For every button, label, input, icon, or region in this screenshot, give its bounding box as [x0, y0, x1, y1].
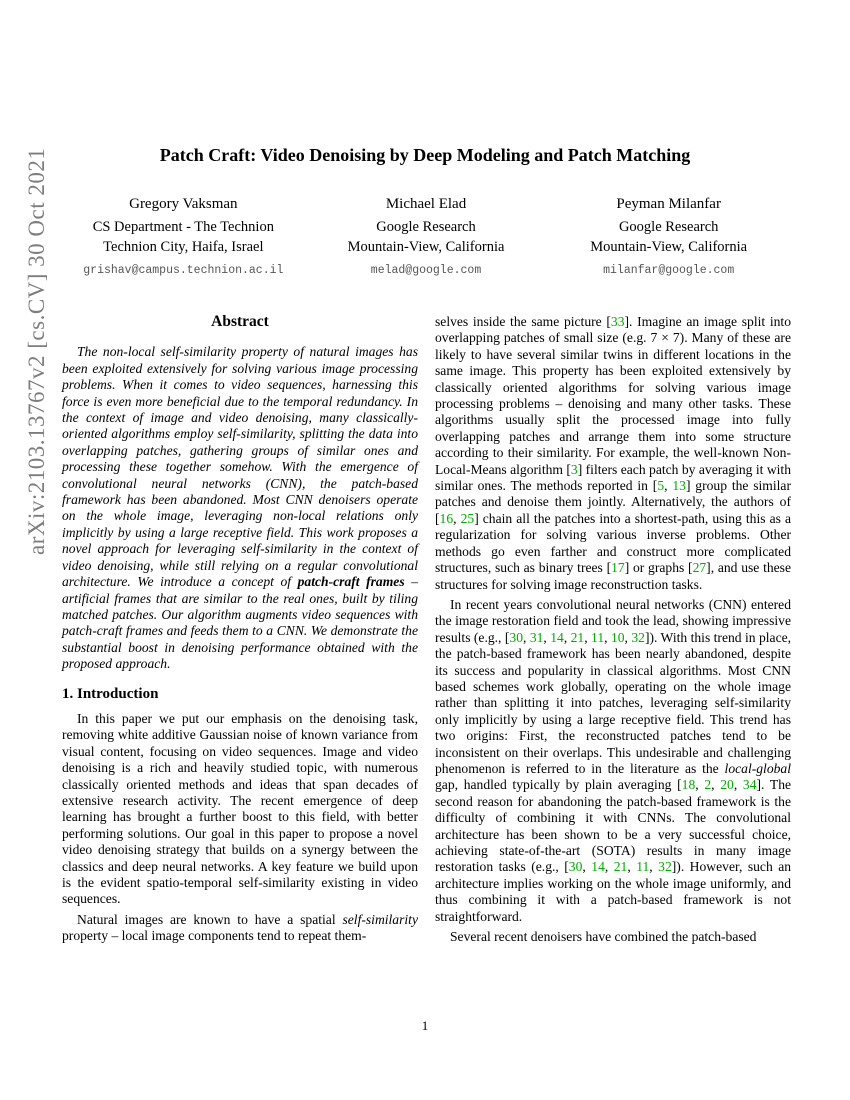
- left-column: [62, 314, 418, 949]
- citation-link[interactable]: 3: [570, 461, 578, 477]
- text-run: Natural images are known to have a spatial: [77, 911, 343, 927]
- text-run: In recent years convolutional neural networks (CNN) entered the image restoration field and took the lead, showing impressive results (e.g.,: [435, 596, 791, 645]
- author-affiliation-line: Mountain-View, California: [590, 239, 748, 255]
- text-run: . Imagine an image split into overlapping patches of small size (e.g. 7 × 7). Many of these are likely to have several similar twins in different locations in the same image. This property has been exploited extensively by classically oriented algorithms for solving various image processing problems – denoising and many other tasks. These algorithms usually split the processed image into fully overlapping patches and arrange them into some structure according to their similarity. For example, the well-known Non-Local-Means algorithm: [435, 314, 791, 477]
- citation-link[interactable]: 27: [692, 560, 707, 576]
- citation-link[interactable]: 17: [611, 560, 625, 576]
- author-affiliation-line: Google Research: [618, 219, 719, 235]
- body-paragraph-cnn: In recent years convolutional neural networks (CNN) entered the image restoration field and took the lead, showing impressive results (e.g., [30, 31, 14, 21, 11, 10, 32]). With this trend in place, the patch-based framework has been nearly abandoned, despite its success and popularity in classical algorithms. Most CNN based schemes work globally, operating on the whole image rather than splitting it into patches, leveraging self-similarity only implicitly by using a large receptive field. This trend has two origins: First, the reconstructed patches tend to be inconsistent on their overlaps. This undesirable and challenging phenomenon is referred to in the literature as the local-global gap, handled typically by plain averaging [18, 2, 20, 34]. The second reason for abandoning the patch-based framework is the difficulty of combining it with CNNs. The convolutional architecture has been shown to be a very successful choice, achieving state-of-the-art (SOTA) results in many image restoration tasks (e.g., [30, 14, 21, 11, 32]). However, such an architecture implies working on the whole image uniformly, and thus combining it with a patch-based framework is not straightforward.: [435, 596, 792, 924]
- citation-link[interactable]: 21: [570, 629, 585, 645]
- intro-paragraph-1: [62, 711, 418, 908]
- citation-link[interactable]: 32: [658, 859, 672, 875]
- text-run: ). With this trend in place, the patch-based framework has been nearly abandoned, despite its success and popularity in classical algorithms. Most CNN based schemes work globally, operating on the whole image rather than splitting it into patches, leveraging self-similarity only implicitly by using a large receptive field. This trend has two origins: First, the reconstructed patches tend to be inconsistent on their overlaps. This undesirable and challenging phenomenon is referred to in the literature as the: [435, 629, 792, 776]
- body-paragraph-denoisers: [435, 929, 791, 945]
- author-email: grishav@campus.technion.ac.il: [83, 264, 284, 277]
- text-run: chain all the patches into a shortest-path, using this as a regularization for solving various inverse problems. Other methods go even farther and construct more complicated structures, such as binary trees: [435, 510, 792, 576]
- author-affiliation-line: Google Research: [376, 219, 476, 235]
- citation-link[interactable]: 32: [631, 629, 645, 645]
- abstract-text: [62, 344, 418, 672]
- body-columns: [62, 314, 791, 949]
- page-number: 1: [421, 1018, 429, 1033]
- citation-link[interactable]: 31: [529, 629, 544, 645]
- text-run: gap, handled typically by plain averaging: [435, 777, 678, 793]
- section-heading-introduction: 1. Introduction: [62, 685, 159, 702]
- text-run: or graphs: [629, 560, 689, 576]
- citation-link[interactable]: 20: [720, 777, 734, 793]
- abstract-heading: Abstract: [211, 313, 269, 330]
- author-name: Michael Elad: [385, 196, 467, 212]
- text-run: property – local image components tend to repeat them-: [62, 928, 367, 944]
- author-name: Peyman Milanfar: [616, 196, 721, 212]
- paper-page: arXiv:2103.13767v2 [cs.CV] 30 Oct 2021 Patch Craft: Video Denoising by Deep Modeling and Patch Matching Gregory Vaksman CS Department - The Technion Technion City, Haifa, Israel grishav@campus.technion.ac.il Michael Elad Google Research Mountain-View, California melad@google.com Peyman Milanfar Google Research Mountain-View, California milanfar@google.com Abstract The non-local self-similarity property of natural images has been exploited extensively for solving various image processing problems. When it comes to video sequences, harnessing this force is even more beneficial due to the temporal redundancy. In the context of image and video denoising, many classically-oriented algorithms employ self-similarity, splitting the data into overlapping patches, gathering groups of similar ones and processing these together somehow. With the emergence of convolutional neural networks (CNN), the patch-based framework has been abandoned. Most CNN denoisers operate on the whole image, leveraging non-local relations only implicitly by using a large receptive field. This work proposes a novel approach for leveraging self-similarity in the context of video denoising, while still relying on a regular convolutional architecture. We introduce a concept of patch-craft frames – artificial frames that are similar to the real ones, built by tiling matched patches. Our algorithm augments video sequences with patch-craft frames and feeds them to a CNN. We demonstrate the substantial boost in denoising performance obtained with the proposed approach. 1. Introduction In this paper we put our emphasis on the denoising task, removing white additive Gaussian noise of known variance from visual content, focusing on video sequences. Image and video denoising is a rich and heavily studied topic, with numerous classically oriented methods and ideas that span decades of extensive research activity. The recent emergence of deep learning has brought a further boost to this field, with better performing solutions. Our goal in this paper to propose a novel video denoising strategy that builds on a synergy between the classics and deep neural networks. A key feature we build upon is the evident spatio-temporal self-similarity existing in video sequences. Natural images are known to have a spatial self-similarity property – local image components tend to repeat them- selves inside the same picture [33]. Imagine an image split into overlapping patches of small size (e.g. 7 × 7). Many of these are likely to have several similar twins in different locations in the same image. This property has been exploited extensively by classically oriented algorithms for solving various image processing problems – denoising and many other tasks. These algorithms usually split the processed image into fully overlapping patches and arrange them into some structure according to their similarity. For example, the well-known Non-Local-Means algorithm [3] filters each patch by averaging it with similar ones. The methods reported in [5, 13] group the similar patches and denoise them jointly. Alternatively, the authors of [16, 25] chain all the patches into a shortest-path, using this as a regularization for solving various inverse problems. Other methods go even farther and construct more complicated structures, such as binary trees [17] or graphs [27], and use these structures for solving image reconstruction tasks. In recent years convolutional neural networks (CNN) entered the image restoration field and took the lead, showing impressive results (e.g., [30, 31, 14, 21, 11, 10, 32]). With this trend in place, the patch-based framework has been nearly abandoned, despite its success and popularity in classical algorithms. Most CNN based schemes work globally, operating on the whole image rather than splitting it into patches, leveraging self-similarity only implicitly by using a large receptive field. This trend has two origins: First, the reconstructed patches tend to be inconsistent on their overlaps. This undesirable and challenging phenomenon is referred to in the literature as the local-global gap, handled typically by plain averaging [18, 2, 20, 34]. The second reason for abandoning the patch-based framework is the difficulty of combining it with CNNs. The convolutional architecture has been shown to be a very successful choice, achieving state-of-the-art (SOTA) results in many image restoration tasks (e.g., [30, 14, 21, 11, 32]). However, such an architecture implies working on the whole image uniformly, and thus combining it with a patch-based framework is not straightforward. Several recent denoisers have combined the patch-based 1: [0, 0, 850, 1100]
- emphasis-run: local-global: [724, 760, 791, 776]
- text-run: – artificial frames that are similar to the real ones, built by tiling matched patches. Our algorithm augments video sequences with patch-craft frames and feeds them to a CNN. We demonstrate the substantial boost in denoising performance obtained with the proposed approach.: [62, 574, 419, 672]
- text-run: Several recent denoisers have combined the patch-based: [450, 929, 757, 945]
- text-run: group the similar patches and denoise them jointly. Alternatively, the authors of: [435, 478, 791, 510]
- right-column: [435, 314, 791, 949]
- citation-link[interactable]: 5: [657, 478, 665, 494]
- author-affiliation-line: Technion City, Haifa, Israel: [103, 239, 264, 255]
- emphasis-run: patch-craft frames: [297, 574, 405, 590]
- text-run: . The second reason for abandoning the patch-based framework is the difficulty of combining it with CNNs. The convolutional architecture has been shown to be a very successful choice, achieving state-of-the-art (SOTA) results in many image restoration tasks (e.g.,: [435, 777, 792, 875]
- citation-link[interactable]: 14: [550, 629, 564, 645]
- author-3: [547, 196, 790, 277]
- author-email: milanfar@google.com: [603, 264, 735, 277]
- text-run: The non-local self-similarity property of natural images has been exploited extensively for solving various image processing problems. When it comes to video sequences, harnessing this force is even more beneficial due to the temporal redundancy. In the context of image and video denoising, many classically-oriented algorithms employ self-similarity, splitting the data into overlapping patches, gathering groups of similar ones and processing these together somehow. With the emergence of convolutional neural networks (CNN), the patch-based framework has been abandoned. Most CNN denoisers operate on the whole image, leveraging non-local relations only implicitly by using a large receptive field. This work proposes a novel approach for leveraging self-similarity in the context of video denoising, while still relying on a regular convolutional architecture. We introduce a concept of: [62, 344, 418, 590]
- citation-link[interactable]: 25: [460, 510, 475, 526]
- citation-link[interactable]: 30: [568, 859, 583, 875]
- intro-paragraph-2: [62, 912, 418, 945]
- author-block: [62, 196, 790, 277]
- citation-link[interactable]: 33: [610, 314, 625, 329]
- author-affiliation-line: Mountain-View, California: [347, 239, 505, 255]
- citation-link[interactable]: 10: [610, 629, 625, 645]
- text-run: , and use these structures for solving image reconstruction tasks.: [435, 560, 792, 592]
- citation-link[interactable]: 21: [613, 859, 628, 875]
- citation-link[interactable]: 2: [704, 777, 712, 793]
- author-2: [305, 196, 548, 277]
- body-paragraph-continuation: selves inside the same picture [33]. Imagine an image split into overlapping patches of small size (e.g. 7 × 7). Many of these are likely to have several similar twins in different locations in the same image. This property has been exploited extensively by classically oriented algorithms for solving various image processing problems – denoising and many other tasks. These algorithms usually split the processed image into fully overlapping patches and arrange them into some structure according to their similarity. For example, the well-known Non-Local-Means algorithm [3] filters each patch by averaging it with similar ones. The methods reported in [5, 13] group the similar patches and denoise them jointly. Alternatively, the authors of [16, 25] chain all the patches into a shortest-path, using this as a regularization for solving various inverse problems. Other methods go even farther and construct more complicated structures, such as binary trees [17] or graphs [27], and use these structures for solving image reconstruction tasks.: [435, 314, 792, 592]
- emphasis-run: self-similarity: [342, 911, 418, 927]
- author-affiliation-line: CS Department - The Technion: [92, 219, 274, 235]
- text-run: ). However, such an architecture implies working on the whole image uniformly, and thus combining it with a patch-based framework is not straightforward.: [435, 859, 792, 924]
- citation-link[interactable]: 16: [439, 510, 454, 526]
- citation-link[interactable]: 14: [591, 859, 605, 875]
- citation-link[interactable]: 11: [591, 629, 605, 645]
- citation-link[interactable]: 13: [672, 478, 686, 494]
- author-email: melad@google.com: [370, 264, 482, 277]
- citation-link[interactable]: 11: [636, 859, 650, 875]
- citation-link[interactable]: 34: [742, 777, 757, 793]
- citation-link[interactable]: 30: [509, 629, 523, 645]
- text-run: filters each patch by averaging it with similar ones. The methods reported in: [435, 461, 791, 494]
- text-run: selves inside the same picture: [435, 314, 607, 329]
- citation-link[interactable]: 18: [681, 777, 696, 793]
- text-run: In this paper we put our emphasis on the denoising task, removing white additive Gaussian noise of known variance from visual content, focusing on video sequences. Image and video denoising is a rich and heavily studied topic, with numerous classically oriented methods and ideas that span decades of extensive research activity. The recent emergence of deep learning has brought a further boost to this field, with better performing solutions. Our goal in this paper to propose a novel video denoising strategy that builds on a synergy between the classics and deep neural networks. A key feature we build upon is the evident spatio-temporal self-similarity existing in video sequences.: [62, 710, 418, 907]
- author-1: [62, 196, 305, 277]
- paper-title: Patch Craft: Video Denoising by Deep Modeling and Patch Matching: [159, 145, 691, 165]
- author-name: Gregory Vaksman: [129, 196, 238, 212]
